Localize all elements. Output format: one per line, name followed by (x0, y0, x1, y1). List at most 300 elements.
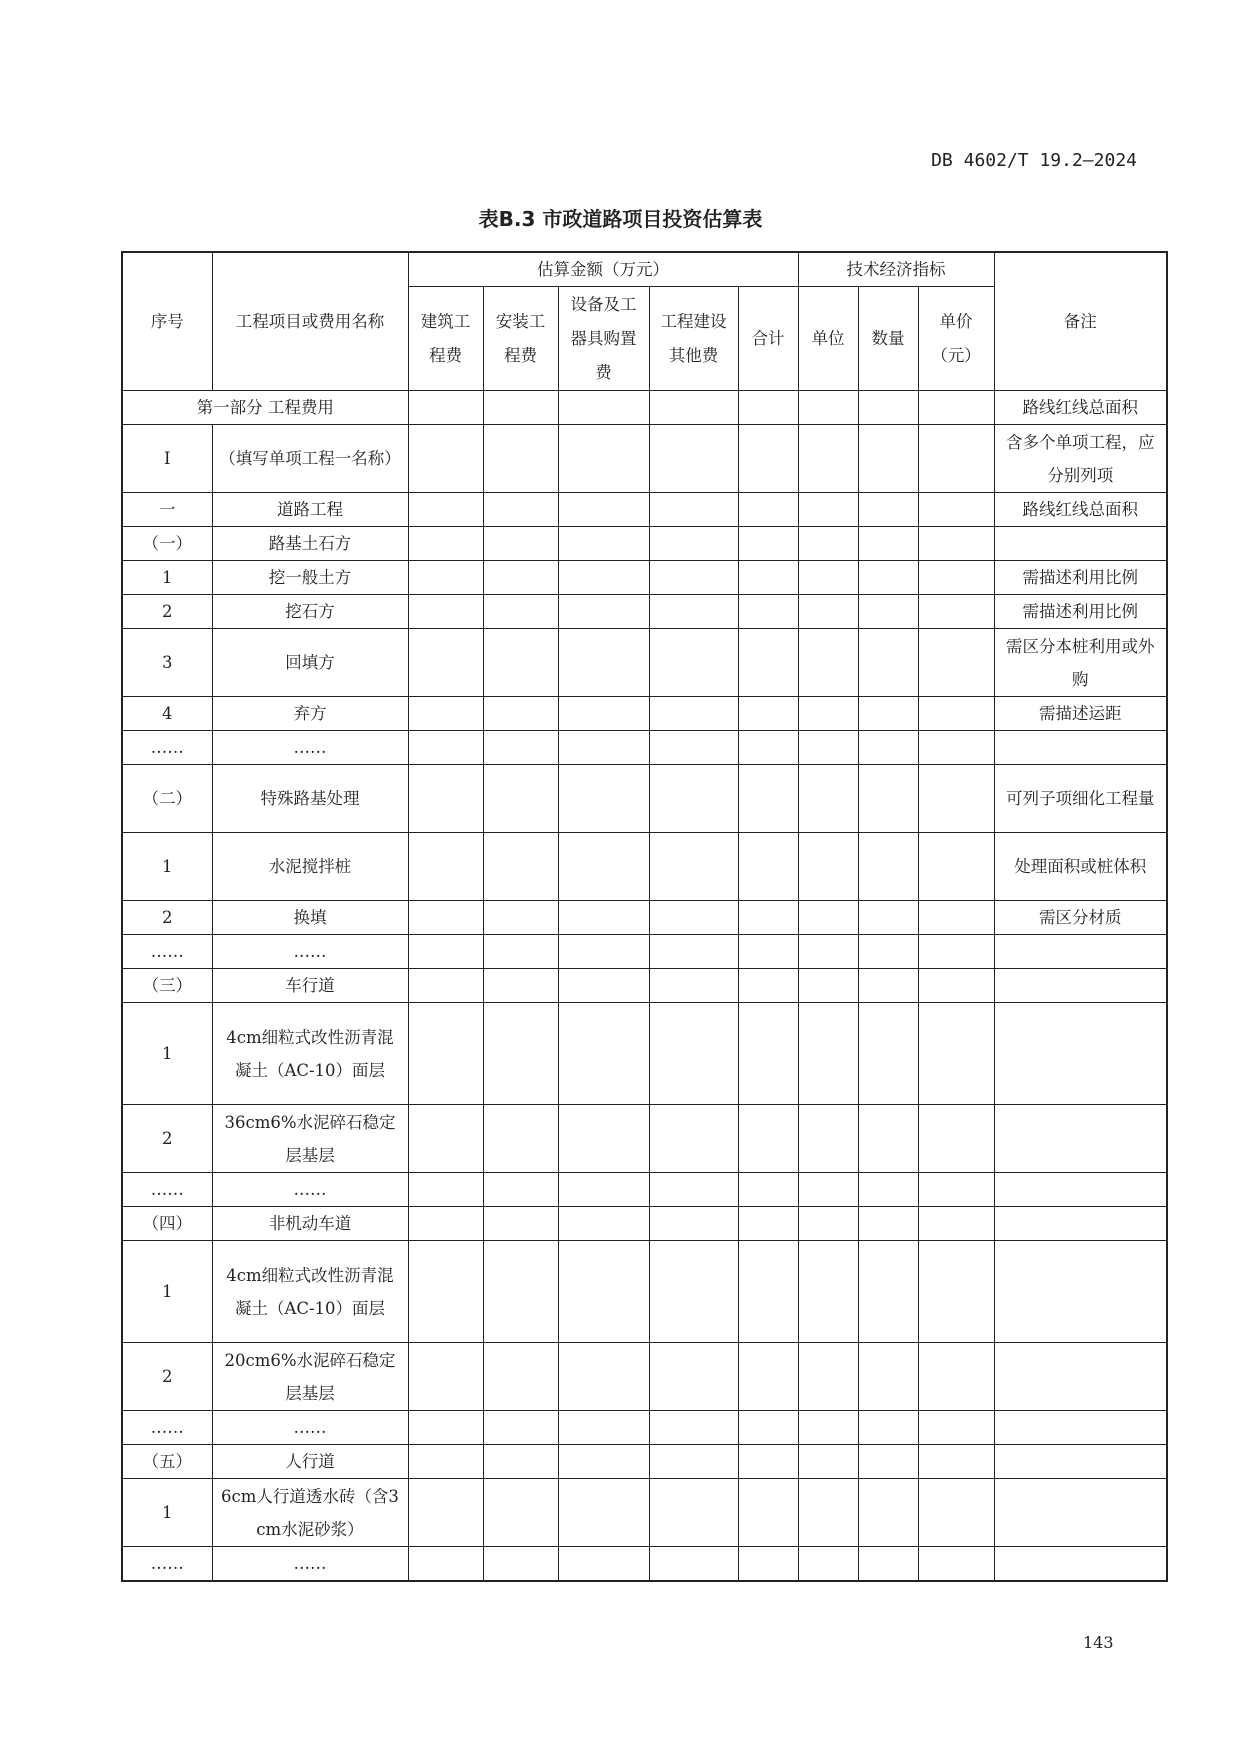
empty-cell (483, 425, 558, 493)
header-total: 合计 (738, 287, 798, 391)
table-row (122, 493, 1167, 527)
empty-cell (649, 391, 738, 425)
row-name: 36cm6%水泥碎石稳定层基层 (212, 1105, 408, 1173)
header-unit-price: 单价（元） (918, 287, 994, 391)
empty-cell (918, 629, 994, 697)
page-number: 143 (1083, 1633, 1114, 1652)
empty-cell (918, 935, 994, 969)
empty-cell (918, 425, 994, 493)
empty-cell (558, 1411, 649, 1445)
empty-cell (558, 901, 649, 935)
row-name: 人行道 (212, 1445, 408, 1479)
empty-cell (738, 1343, 798, 1411)
empty-cell (738, 969, 798, 1003)
empty-cell (558, 527, 649, 561)
empty-cell (738, 1445, 798, 1479)
empty-cell (408, 391, 483, 425)
row-name: 弃方 (212, 697, 408, 731)
empty-cell (918, 833, 994, 901)
empty-cell (558, 1547, 649, 1582)
empty-cell (483, 833, 558, 901)
empty-cell (858, 1241, 918, 1343)
row-name: 道路工程 (212, 493, 408, 527)
table-row (122, 1105, 1167, 1173)
row-name: 换填 (212, 901, 408, 935)
row-seq: 1 (122, 1241, 212, 1343)
table-row (122, 425, 1167, 493)
row-seq: 2 (122, 1105, 212, 1173)
empty-cell (483, 935, 558, 969)
empty-cell (483, 969, 558, 1003)
table-row (122, 1343, 1167, 1411)
row-remark (994, 1411, 1167, 1445)
table-title: 表B.3 市政道路项目投资估算表 (478, 207, 763, 231)
row-name: 车行道 (212, 969, 408, 1003)
empty-cell (483, 1547, 558, 1582)
empty-cell (858, 969, 918, 1003)
empty-cell (408, 765, 483, 833)
empty-cell (408, 731, 483, 765)
empty-cell (738, 425, 798, 493)
empty-cell (408, 1343, 483, 1411)
empty-cell (858, 1207, 918, 1241)
empty-cell (649, 731, 738, 765)
empty-cell (918, 595, 994, 629)
row-remark (994, 1003, 1167, 1105)
empty-cell (408, 1479, 483, 1547)
empty-cell (649, 561, 738, 595)
empty-cell (408, 697, 483, 731)
empty-cell (483, 1479, 558, 1547)
empty-cell (649, 969, 738, 1003)
empty-cell (558, 935, 649, 969)
empty-cell (918, 561, 994, 595)
empty-cell (558, 561, 649, 595)
row-name: 路基土石方 (212, 527, 408, 561)
empty-cell (918, 969, 994, 1003)
table-row (122, 901, 1167, 935)
table-row (122, 765, 1167, 833)
empty-cell (798, 561, 858, 595)
row-remark (994, 1241, 1167, 1343)
row-seq: 2 (122, 1343, 212, 1411)
empty-cell (798, 629, 858, 697)
empty-cell (738, 1105, 798, 1173)
empty-cell (649, 833, 738, 901)
empty-cell (918, 697, 994, 731)
empty-cell (798, 765, 858, 833)
empty-cell (738, 1241, 798, 1343)
empty-cell (798, 493, 858, 527)
empty-cell (738, 697, 798, 731)
table-row (122, 1003, 1167, 1105)
empty-cell (858, 731, 918, 765)
row-seq: （三） (122, 969, 212, 1003)
empty-cell (738, 629, 798, 697)
empty-cell (649, 527, 738, 561)
empty-cell (558, 493, 649, 527)
empty-cell (798, 1173, 858, 1207)
row-remark: 路线红线总面积 (994, 493, 1167, 527)
row-name: 非机动车道 (212, 1207, 408, 1241)
empty-cell (798, 1445, 858, 1479)
empty-cell (858, 935, 918, 969)
row-remark: 需区分本桩利用或外购 (994, 629, 1167, 697)
empty-cell (483, 901, 558, 935)
empty-cell (558, 1173, 649, 1207)
row-name: 水泥搅拌桩 (212, 833, 408, 901)
empty-cell (798, 1343, 858, 1411)
empty-cell (408, 493, 483, 527)
header-building-cost: 建筑工程费 (408, 287, 483, 391)
empty-cell (483, 1207, 558, 1241)
empty-cell (798, 731, 858, 765)
empty-cell (408, 1173, 483, 1207)
empty-cell (483, 1411, 558, 1445)
empty-cell (558, 1105, 649, 1173)
empty-cell (738, 1411, 798, 1445)
empty-cell (858, 425, 918, 493)
row-seq: （二） (122, 765, 212, 833)
header-other-cost: 工程建设其他费 (649, 287, 738, 391)
empty-cell (649, 1411, 738, 1445)
table-row (122, 629, 1167, 697)
empty-cell (408, 1241, 483, 1343)
empty-cell (649, 493, 738, 527)
empty-cell (558, 1241, 649, 1343)
empty-cell (798, 1547, 858, 1582)
empty-cell (483, 765, 558, 833)
row-seq: （五） (122, 1445, 212, 1479)
row-name: 挖一般土方 (212, 561, 408, 595)
empty-cell (858, 391, 918, 425)
empty-cell (918, 1445, 994, 1479)
row-name: …… (212, 935, 408, 969)
empty-cell (858, 1445, 918, 1479)
header-tech-group: 技术经济指标 (798, 252, 994, 287)
investment-estimate-table (121, 251, 1168, 1582)
row-remark: 处理面积或桩体积 (994, 833, 1167, 901)
empty-cell (858, 595, 918, 629)
table-row (122, 1547, 1167, 1582)
empty-cell (738, 901, 798, 935)
row-remark: 可列子项细化工程量 (994, 765, 1167, 833)
row-remark (994, 1207, 1167, 1241)
table-row (122, 1479, 1167, 1547)
empty-cell (408, 527, 483, 561)
empty-cell (738, 935, 798, 969)
empty-cell (738, 561, 798, 595)
empty-cell (738, 1003, 798, 1105)
empty-cell (738, 493, 798, 527)
empty-cell (649, 765, 738, 833)
table-row (122, 833, 1167, 901)
empty-cell (649, 1547, 738, 1582)
empty-cell (858, 765, 918, 833)
empty-cell (858, 1105, 918, 1173)
row-seq: （四） (122, 1207, 212, 1241)
empty-cell (649, 901, 738, 935)
row-name: …… (212, 1547, 408, 1582)
row-name: …… (212, 731, 408, 765)
empty-cell (483, 1241, 558, 1343)
empty-cell (408, 595, 483, 629)
empty-cell (649, 935, 738, 969)
row-seq: …… (122, 935, 212, 969)
row-seq: I (122, 425, 212, 493)
empty-cell (649, 1479, 738, 1547)
empty-cell (558, 765, 649, 833)
row-seq: 2 (122, 901, 212, 935)
empty-cell (738, 833, 798, 901)
row-name: 挖石方 (212, 595, 408, 629)
empty-cell (483, 527, 558, 561)
row-seq: …… (122, 1411, 212, 1445)
row-remark (994, 1445, 1167, 1479)
empty-cell (798, 697, 858, 731)
empty-cell (408, 561, 483, 595)
empty-cell (798, 901, 858, 935)
table-row (122, 527, 1167, 561)
header-quantity: 数量 (858, 287, 918, 391)
empty-cell (918, 1003, 994, 1105)
row-remark (994, 1343, 1167, 1411)
empty-cell (558, 1003, 649, 1105)
empty-cell (483, 561, 558, 595)
empty-cell (558, 1343, 649, 1411)
empty-cell (918, 1547, 994, 1582)
row-remark (994, 935, 1167, 969)
empty-cell (483, 731, 558, 765)
row-remark: 需区分材质 (994, 901, 1167, 935)
empty-cell (483, 1445, 558, 1479)
header-remark: 备注 (994, 252, 1167, 391)
empty-cell (858, 833, 918, 901)
empty-cell (558, 595, 649, 629)
row-remark (994, 527, 1167, 561)
empty-cell (738, 1547, 798, 1582)
header-estimate-group: 估算金额（万元） (408, 252, 798, 287)
empty-cell (798, 935, 858, 969)
row-seq: 1 (122, 833, 212, 901)
empty-cell (918, 1105, 994, 1173)
row-remark (994, 969, 1167, 1003)
empty-cell (918, 1343, 994, 1411)
empty-cell (918, 1173, 994, 1207)
empty-cell (738, 527, 798, 561)
empty-cell (649, 1445, 738, 1479)
row-remark: 含多个单项工程，应分别列项 (994, 425, 1167, 493)
empty-cell (483, 1343, 558, 1411)
row-name: 6cm人行道透水砖（含3cm水泥砂浆） (212, 1479, 408, 1547)
empty-cell (858, 1479, 918, 1547)
empty-cell (858, 1547, 918, 1582)
empty-cell (483, 1173, 558, 1207)
table-row (122, 969, 1167, 1003)
row-name: 4cm细粒式改性沥青混凝土（AC-10）面层 (212, 1003, 408, 1105)
row-name: 回填方 (212, 629, 408, 697)
empty-cell (408, 901, 483, 935)
empty-cell (558, 1479, 649, 1547)
row-seq: 1 (122, 1003, 212, 1105)
empty-cell (918, 1411, 994, 1445)
row-name: …… (212, 1411, 408, 1445)
empty-cell (649, 1207, 738, 1241)
row-name: 20cm6%水泥碎石稳定层基层 (212, 1343, 408, 1411)
empty-cell (408, 833, 483, 901)
row-remark (994, 731, 1167, 765)
empty-cell (483, 391, 558, 425)
empty-cell (483, 493, 558, 527)
empty-cell (858, 629, 918, 697)
empty-cell (408, 629, 483, 697)
empty-cell (798, 833, 858, 901)
row-remark: 需描述运距 (994, 697, 1167, 731)
empty-cell (858, 1343, 918, 1411)
row-seq: 1 (122, 1479, 212, 1547)
empty-cell (918, 1207, 994, 1241)
empty-cell (858, 1411, 918, 1445)
empty-cell (649, 595, 738, 629)
empty-cell (918, 391, 994, 425)
empty-cell (918, 765, 994, 833)
empty-cell (649, 1105, 738, 1173)
empty-cell (649, 697, 738, 731)
empty-cell (918, 1479, 994, 1547)
row-remark: 需描述利用比例 (994, 561, 1167, 595)
empty-cell (918, 731, 994, 765)
table-row (122, 1173, 1167, 1207)
row-name: 第一部分 工程费用 (122, 391, 408, 425)
row-name: …… (212, 1173, 408, 1207)
empty-cell (408, 1547, 483, 1582)
empty-cell (858, 527, 918, 561)
empty-cell (858, 1003, 918, 1105)
table-row (122, 1411, 1167, 1445)
table-row (122, 731, 1167, 765)
row-seq: …… (122, 1173, 212, 1207)
empty-cell (738, 1479, 798, 1547)
empty-cell (408, 935, 483, 969)
header-name: 工程项目或费用名称 (212, 252, 408, 391)
table-row (122, 1207, 1167, 1241)
empty-cell (798, 1105, 858, 1173)
row-remark (994, 1479, 1167, 1547)
empty-cell (558, 731, 649, 765)
empty-cell (558, 391, 649, 425)
table-row (122, 935, 1167, 969)
empty-cell (558, 969, 649, 1003)
empty-cell (858, 901, 918, 935)
row-seq: 2 (122, 595, 212, 629)
empty-cell (408, 1105, 483, 1173)
empty-cell (649, 425, 738, 493)
empty-cell (858, 561, 918, 595)
row-seq: …… (122, 1547, 212, 1582)
row-name: （填写单项工程一名称） (212, 425, 408, 493)
empty-cell (798, 969, 858, 1003)
document-code: DB 4602/T 19.2—2024 (931, 150, 1137, 171)
empty-cell (483, 1105, 558, 1173)
empty-cell (558, 1445, 649, 1479)
empty-cell (858, 1173, 918, 1207)
empty-cell (649, 1003, 738, 1105)
empty-cell (558, 425, 649, 493)
empty-cell (798, 595, 858, 629)
row-seq: （一） (122, 527, 212, 561)
empty-cell (738, 391, 798, 425)
empty-cell (738, 595, 798, 629)
table-row (122, 391, 1167, 425)
empty-cell (738, 731, 798, 765)
empty-cell (408, 1003, 483, 1105)
empty-cell (798, 1003, 858, 1105)
empty-cell (738, 1207, 798, 1241)
empty-cell (798, 1241, 858, 1343)
empty-cell (798, 391, 858, 425)
empty-cell (738, 765, 798, 833)
empty-cell (408, 1207, 483, 1241)
header-install-cost: 安装工程费 (483, 287, 558, 391)
empty-cell (408, 969, 483, 1003)
table-row (122, 697, 1167, 731)
row-remark: 路线红线总面积 (994, 391, 1167, 425)
empty-cell (649, 1343, 738, 1411)
row-remark (994, 1105, 1167, 1173)
empty-cell (918, 1241, 994, 1343)
row-remark (994, 1173, 1167, 1207)
empty-cell (918, 493, 994, 527)
row-seq: 一 (122, 493, 212, 527)
row-seq: 3 (122, 629, 212, 697)
row-remark: 需描述利用比例 (994, 595, 1167, 629)
empty-cell (798, 1207, 858, 1241)
empty-cell (918, 527, 994, 561)
empty-cell (483, 595, 558, 629)
header-equipment-cost: 设备及工器具购置费 (558, 287, 649, 391)
empty-cell (738, 1173, 798, 1207)
row-seq: 4 (122, 697, 212, 731)
empty-cell (558, 1207, 649, 1241)
empty-cell (408, 1411, 483, 1445)
header-seq: 序号 (122, 252, 212, 391)
empty-cell (408, 1445, 483, 1479)
empty-cell (483, 629, 558, 697)
empty-cell (649, 1173, 738, 1207)
row-remark (994, 1547, 1167, 1582)
empty-cell (649, 1241, 738, 1343)
empty-cell (798, 425, 858, 493)
header-unit: 单位 (798, 287, 858, 391)
table-row (122, 561, 1167, 595)
table-row (122, 595, 1167, 629)
empty-cell (483, 1003, 558, 1105)
empty-cell (858, 697, 918, 731)
empty-cell (649, 629, 738, 697)
empty-cell (483, 697, 558, 731)
row-seq: 1 (122, 561, 212, 595)
row-name: 特殊路基处理 (212, 765, 408, 833)
empty-cell (558, 629, 649, 697)
empty-cell (858, 493, 918, 527)
table-row (122, 1445, 1167, 1479)
empty-cell (798, 1479, 858, 1547)
empty-cell (798, 1411, 858, 1445)
empty-cell (408, 425, 483, 493)
empty-cell (558, 697, 649, 731)
row-name: 4cm细粒式改性沥青混凝土（AC-10）面层 (212, 1241, 408, 1343)
empty-cell (918, 901, 994, 935)
